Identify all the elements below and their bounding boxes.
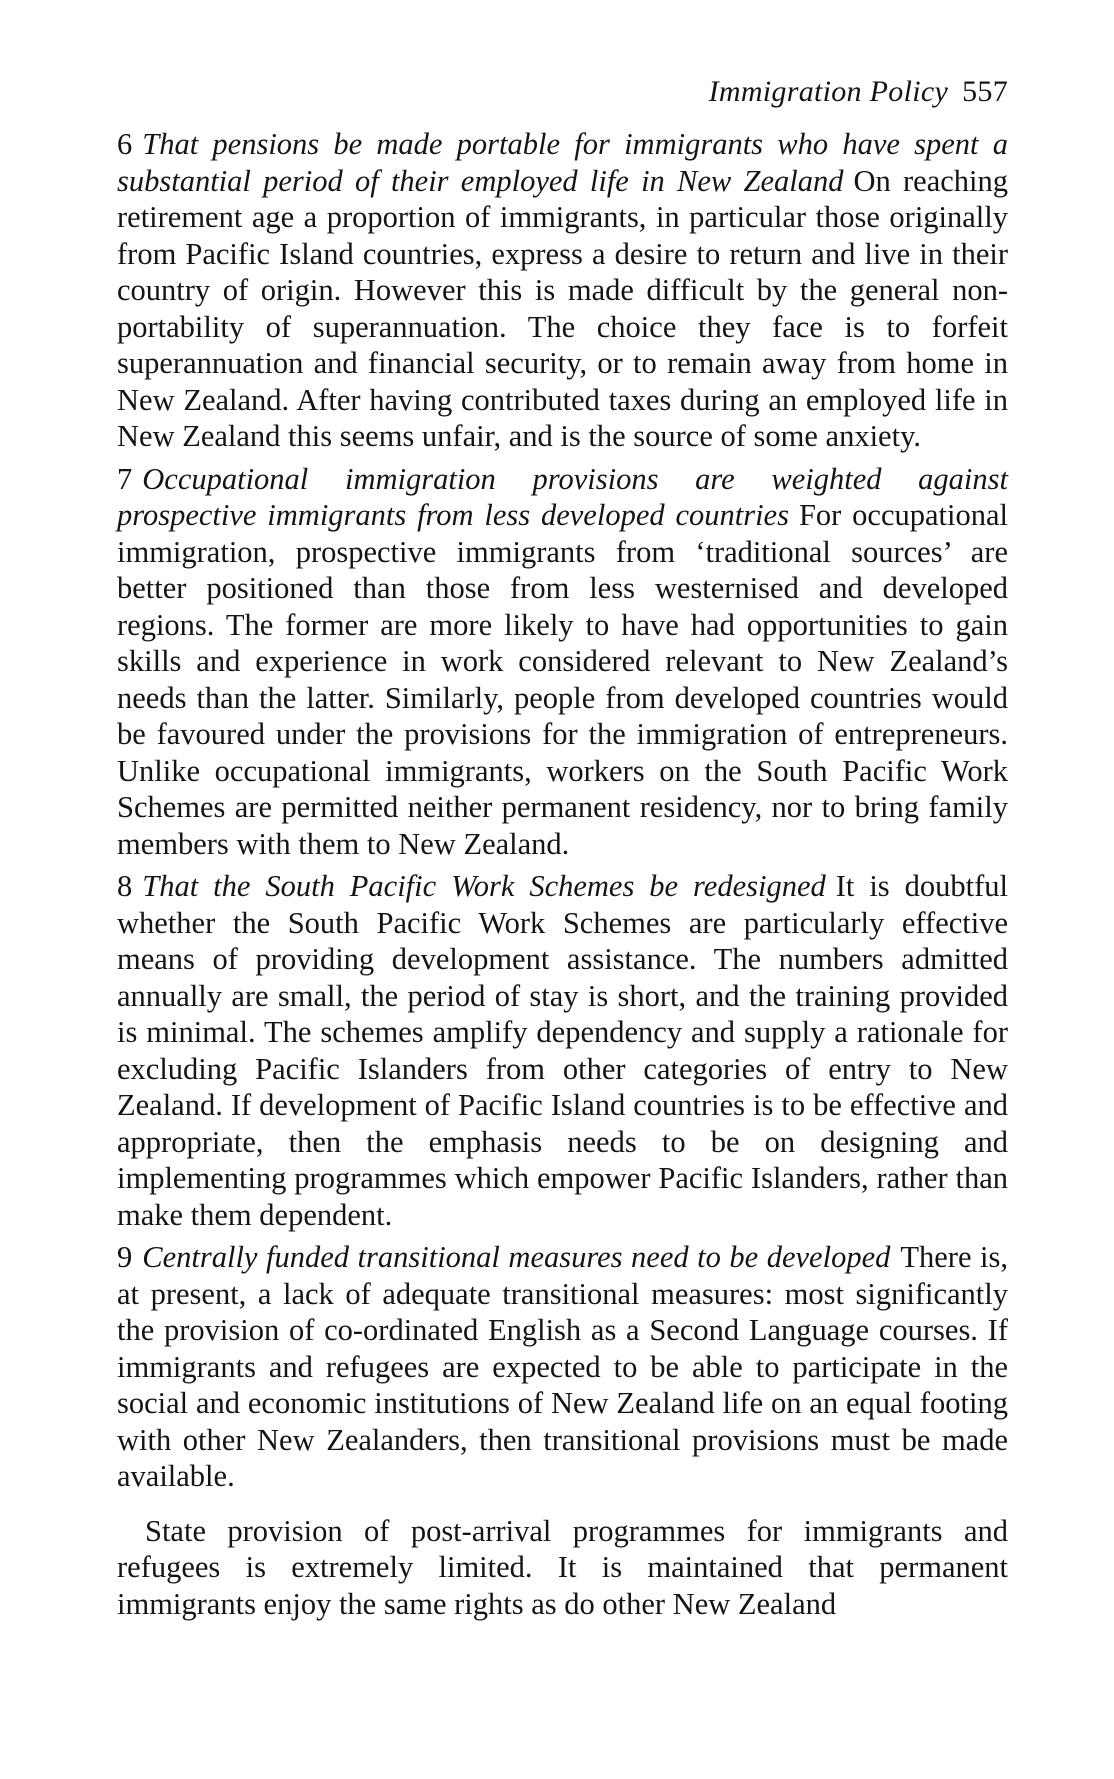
item-heading: Centrally funded transitional measures need to be developed bbox=[142, 1240, 891, 1274]
item-heading: That pensions be made portable for immigrants who have spent a substantial period of their employed life in New Zealand bbox=[117, 127, 1008, 198]
recommendation-8 bbox=[117, 868, 1008, 1233]
item-number: 9 bbox=[117, 1240, 133, 1274]
item-number: 7 bbox=[117, 461, 133, 496]
item-heading: Occupational immigration provisions are weighted against prospective immigrants from less developed countries bbox=[117, 461, 1008, 532]
running-head-title: Immigration Policy bbox=[708, 75, 949, 108]
closing-paragraph: State provision of post-arrival programmes for immigrants and refugees is extremely limited. It is maintained that permanent immigrants enjoy the same rights as do other New Zealand bbox=[117, 1513, 1008, 1621]
recommendation-7 bbox=[117, 461, 1008, 863]
page bbox=[117, 72, 1008, 1628]
item-body: It is doubtful whether the South Pacific Work Schemes are particularly effective means of providing development assistance. The numbers admitted annually are small, the period of stay is short, and the training provided is minimal. The schemes amplify dependency and supply a rationale for excluding Pacific Islanders from other categories of entry to New Zealand. If development of Pacific Island countries is to be effective and appropriate, then the emphasis needs to be on designing and implementing programmes which empower Pacific Islanders, rather than make them dependent. bbox=[117, 869, 1008, 1232]
item-number: 6 bbox=[117, 127, 133, 161]
item-heading: That the South Pacific Work Schemes be redesigned bbox=[142, 869, 826, 903]
item-body: On reaching retirement age a proportion of immigrants, in particular those originally from Pacific Island countries, express a desire to return and live in their country of origin. However this is made difficult by the general non-portability of superannuation. The choice they face is to forfeit superannuation and financial security, or to remain away from home in New Zealand. After having contributed taxes during an employed life in New Zealand this seems unfair, and is the source of some anxiety. bbox=[117, 163, 1008, 453]
running-head bbox=[117, 72, 1008, 112]
item-number: 8 bbox=[117, 869, 133, 903]
item-body: There is, at present, a lack of adequate transitional measures: most significantly the provision of co-ordinated English as a Second Language courses. If immigrants and refugees are expected to be able to participate in the social and economic institutions of New Zealand life on an equal footing with other New Zealanders, then transitional provisions must be made available. bbox=[117, 1240, 1008, 1493]
recommendation-6 bbox=[117, 126, 1008, 455]
page-number: 557 bbox=[962, 75, 1008, 108]
item-body: For occupational immigration, prospective immigrants from ‘traditional sources’ are better positioned than those from less westernised and developed regions. The former are more likely to have had opportunities to gain skills and experience in work considered relevant to New Zealand’s needs than the latter. Similarly, people from developed countries would be favoured under the provisions for the immigration of entrepreneurs. Unlike occupational immigrants, workers on the South Pacific Work Schemes are permitted neither permanent residency, nor to bring family members with them to New Zealand. bbox=[117, 498, 1008, 861]
recommendation-9 bbox=[117, 1239, 1008, 1495]
